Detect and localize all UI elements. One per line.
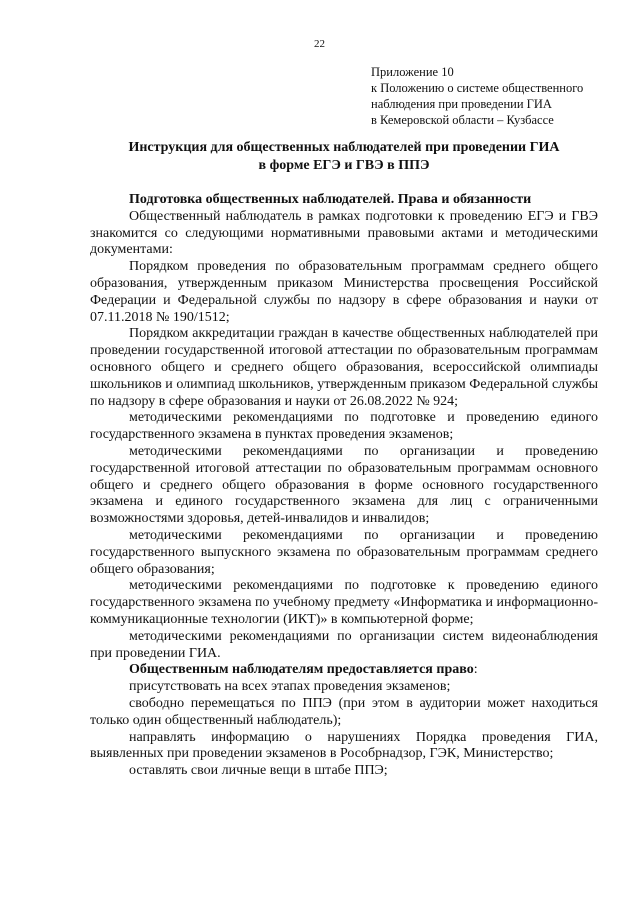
appendix-line-3: наблюдения при проведении ГИА: [371, 97, 552, 111]
paragraph: методическими рекомендациями по подготовке и проведению единого государственного экзамена в пунктах проведения экзаменов;: [90, 410, 598, 443]
appendix-line-4: в Кемеровской области – Кузбассе: [371, 113, 554, 127]
rights-item: свободно перемещаться по ППЭ (при этом в аудитории может находиться только один общественный наблюдатель);: [90, 695, 598, 728]
paragraph: методическими рекомендациями по организации и проведению государственной итоговой аттестации по образовательным программам основного общего и среднего общего образования в форме основного государственного экзамена и единого государственного экзамена для лиц с ограниченными возможностями здоровья, детей-инвалидов и инвалидов;: [90, 443, 598, 527]
rights-intro: [90, 662, 598, 679]
paragraph: Общественный наблюдатель в рамках подготовки к проведению ЕГЭ и ГВЭ знакомится со следующими нормативными правовыми актами и методическими документами:: [90, 208, 598, 258]
appendix-line-2: к Положению о системе общественного: [371, 81, 584, 95]
section-heading: Подготовка общественных наблюдателей. Права и обязанности: [129, 192, 532, 207]
document-title: [90, 139, 598, 175]
title-line-1: Инструкция для общественных наблюдателей при проведении ГИА: [128, 140, 560, 155]
rights-intro-bold: Общественным наблюдателям предоставляется право: [129, 662, 474, 678]
rights-intro-colon: :: [473, 662, 478, 678]
title-line-2: в форме ЕГЭ и ГВЭ в ППЭ: [258, 158, 430, 173]
paragraph: методическими рекомендациями по организации и проведению государственного выпускного экзамена по образовательным программам среднего общего образования;: [90, 527, 598, 577]
rights-item: направлять информацию о нарушениях Порядка проведения ГИА, выявленных при проведении экзаменов в Рособрнадзор, ГЭК, Министерство;: [90, 729, 598, 762]
appendix-header: [371, 64, 621, 128]
paragraph: методическими рекомендациями по подготовке к проведению единого государственного экзамена по учебному предмету «Информатика и информационно-коммуникационные технологии (ИКТ)» в компьютерной форме;: [90, 578, 598, 627]
paragraph: методическими рекомендациями по организации систем видеонаблюдения при проведении ГИА.: [90, 628, 598, 661]
page-number: 22: [314, 38, 325, 50]
rights-item: присутствовать на всех этапах проведения экзаменов;: [129, 679, 451, 695]
document-body: [90, 192, 598, 780]
rights-item: оставлять свои личные вещи в штабе ППЭ;: [129, 763, 388, 779]
paragraph: Порядком проведения по образовательным программам среднего общего образования, утвержденным приказом Министерства просвещения Российской Федерации и Федеральной службы по надзору в сфере образования и науки от 07.11.2018 № 190/1512;: [90, 259, 598, 325]
appendix-line-1: Приложение 10: [371, 65, 454, 79]
paragraph: Порядком аккредитации граждан в качестве общественных наблюдателей при проведении государственной итоговой аттестации по образовательным программам основного общего и среднего общего образования, всероссийской олимпиады школьников и олимпиад школьников, утвержденным приказом Федеральной службы по надзору в сфере образования и науки от 26.08.2022 № 924;: [90, 326, 598, 409]
